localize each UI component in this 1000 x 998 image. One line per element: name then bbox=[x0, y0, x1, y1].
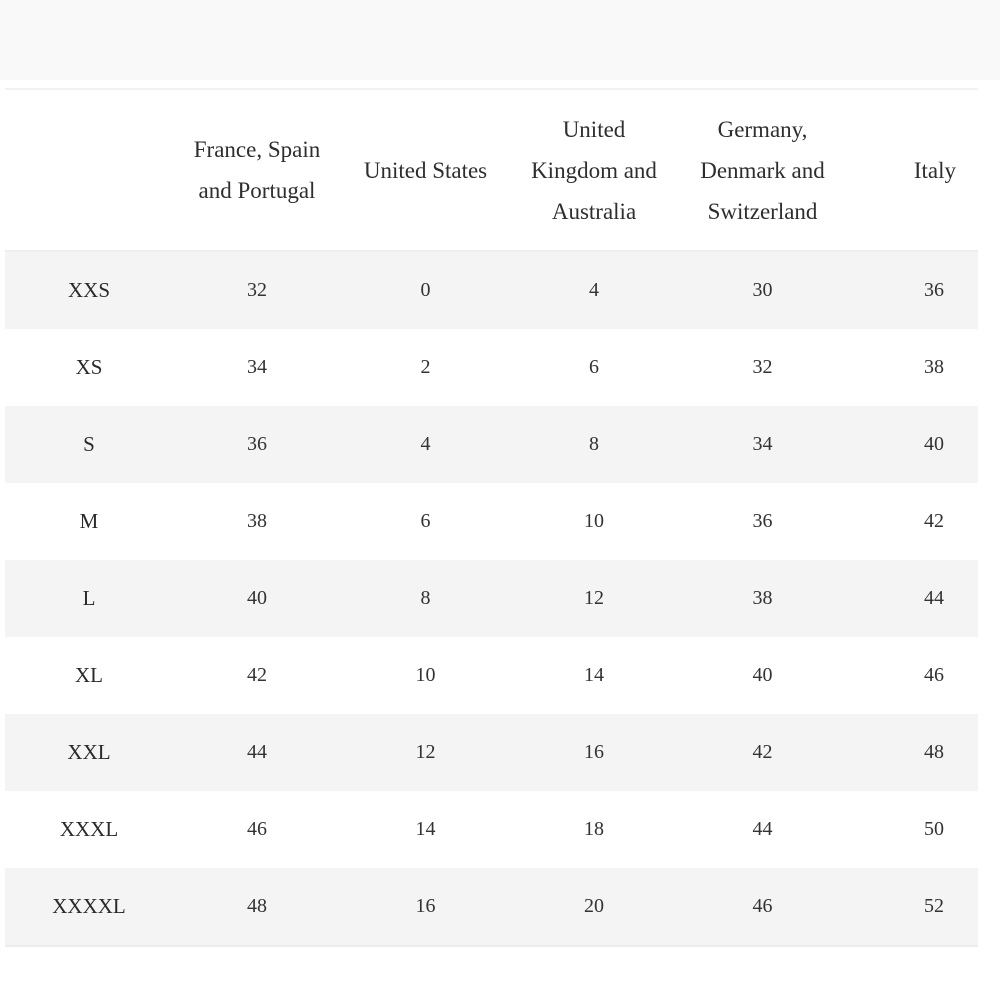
table-cell: 34 bbox=[678, 406, 847, 483]
table-row bbox=[5, 791, 978, 868]
table-cell: 36 bbox=[678, 483, 847, 560]
table-cell: 38 bbox=[678, 560, 847, 637]
table-cell: 40 bbox=[173, 560, 341, 637]
size-label: XXL bbox=[5, 714, 173, 791]
top-bar bbox=[0, 0, 1000, 80]
header-italy: Italy bbox=[847, 90, 978, 251]
table-row bbox=[5, 329, 978, 406]
size-label: M bbox=[5, 483, 173, 560]
table-cell: 14 bbox=[341, 791, 510, 868]
table-cell: 14 bbox=[510, 637, 678, 714]
table-cell: 32 bbox=[173, 251, 341, 329]
size-label: XXXXL bbox=[5, 868, 173, 945]
size-label: S bbox=[5, 406, 173, 483]
table-cell: 44 bbox=[173, 714, 341, 791]
table-cell: 46 bbox=[847, 637, 978, 714]
table-cell: 4 bbox=[341, 406, 510, 483]
table-row bbox=[5, 406, 978, 483]
table-cell: 40 bbox=[678, 637, 847, 714]
table-cell: 6 bbox=[341, 483, 510, 560]
table-cell: 16 bbox=[341, 868, 510, 945]
table-cell: 2 bbox=[341, 329, 510, 406]
table-row bbox=[5, 714, 978, 791]
table-cell: 46 bbox=[678, 868, 847, 945]
table-header-row bbox=[5, 90, 978, 251]
header-germany-denmark-switzerland: Germany, Denmark and Switzerland bbox=[678, 90, 847, 251]
table-row bbox=[5, 560, 978, 637]
table-cell: 20 bbox=[510, 868, 678, 945]
table-cell: 10 bbox=[510, 483, 678, 560]
table-cell: 38 bbox=[173, 483, 341, 560]
size-label: XXS bbox=[5, 251, 173, 329]
table-cell: 10 bbox=[341, 637, 510, 714]
table-row bbox=[5, 868, 978, 945]
table-cell: 32 bbox=[678, 329, 847, 406]
table-cell: 46 bbox=[173, 791, 341, 868]
table-cell: 38 bbox=[847, 329, 978, 406]
table-cell: 48 bbox=[173, 868, 341, 945]
size-label: XL bbox=[5, 637, 173, 714]
table-cell: 12 bbox=[341, 714, 510, 791]
table-cell: 42 bbox=[173, 637, 341, 714]
table-row bbox=[5, 251, 978, 329]
table-cell: 6 bbox=[510, 329, 678, 406]
table-cell: 0 bbox=[341, 251, 510, 329]
header-france-spain-portugal: France, Spain and Portugal bbox=[173, 90, 341, 251]
table-cell: 36 bbox=[173, 406, 341, 483]
size-label: XS bbox=[5, 329, 173, 406]
size-chart bbox=[5, 88, 978, 947]
header-size bbox=[5, 90, 173, 251]
table-cell: 8 bbox=[341, 560, 510, 637]
header-uk-australia: United Kingdom and Australia bbox=[510, 90, 678, 251]
table-cell: 50 bbox=[847, 791, 978, 868]
size-conversion-table bbox=[5, 90, 978, 945]
table-cell: 52 bbox=[847, 868, 978, 945]
table-cell: 8 bbox=[510, 406, 678, 483]
table-cell: 18 bbox=[510, 791, 678, 868]
table-cell: 36 bbox=[847, 251, 978, 329]
table-cell: 42 bbox=[847, 483, 978, 560]
table-cell: 40 bbox=[847, 406, 978, 483]
size-label: L bbox=[5, 560, 173, 637]
table-row bbox=[5, 483, 978, 560]
table-cell: 16 bbox=[510, 714, 678, 791]
header-united-states: United States bbox=[341, 90, 510, 251]
bottom-divider bbox=[5, 945, 978, 947]
table-cell: 4 bbox=[510, 251, 678, 329]
table-cell: 44 bbox=[678, 791, 847, 868]
table-cell: 44 bbox=[847, 560, 978, 637]
table-cell: 30 bbox=[678, 251, 847, 329]
table-cell: 12 bbox=[510, 560, 678, 637]
table-row bbox=[5, 637, 978, 714]
table-cell: 42 bbox=[678, 714, 847, 791]
size-label: XXXL bbox=[5, 791, 173, 868]
table-cell: 34 bbox=[173, 329, 341, 406]
table-cell: 48 bbox=[847, 714, 978, 791]
